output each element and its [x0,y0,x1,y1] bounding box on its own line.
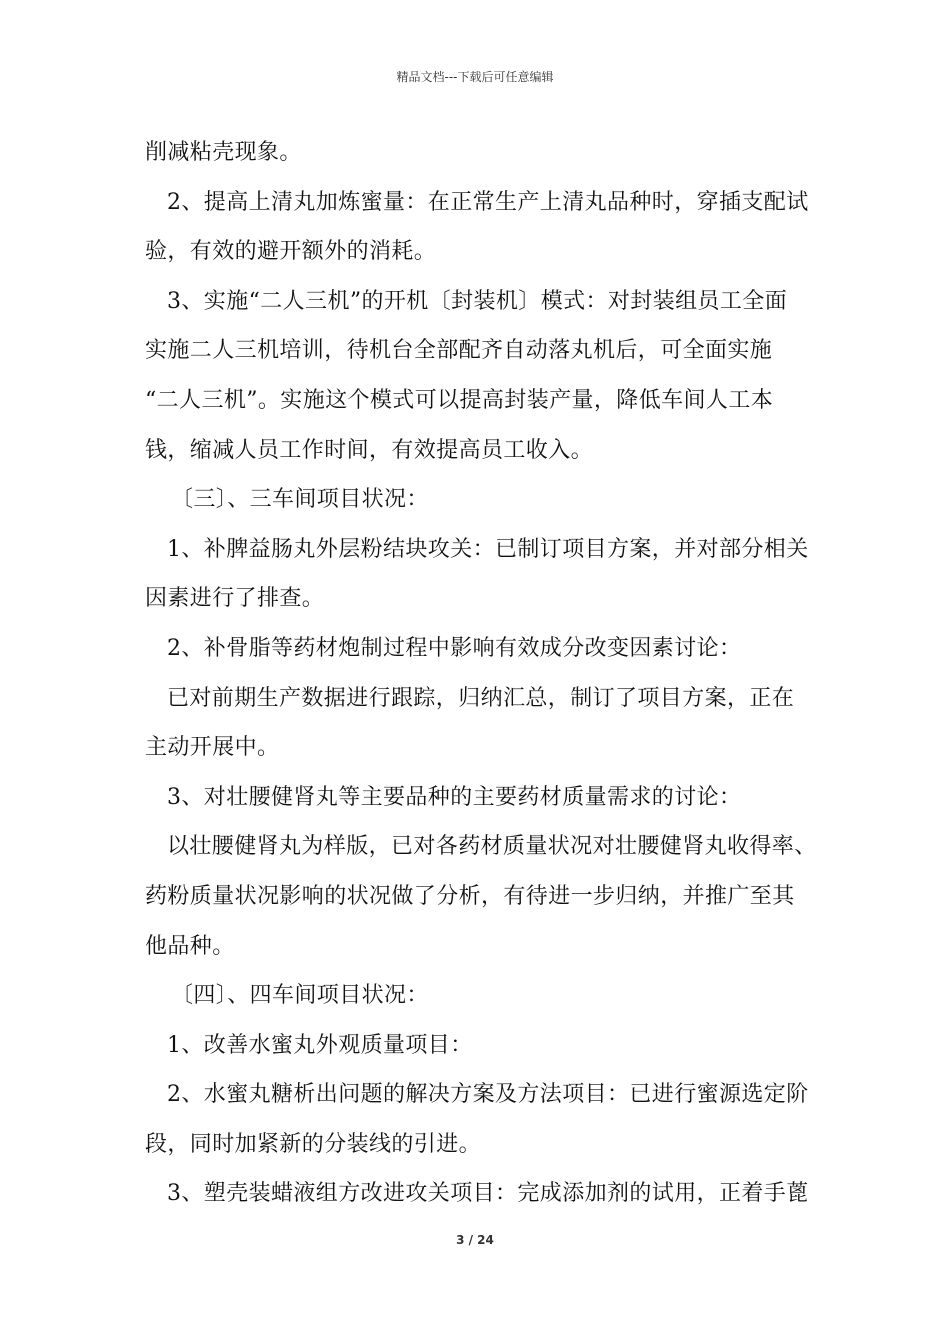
section-heading: 〔三〕、三车间项目状况： [171,487,429,513]
paragraph-line: 3、实施“二人三机”的开机〔封装机〕模式：对封装组员工全面 [167,288,788,314]
paragraph-line: 药粉质量状况影响的状况做了分析，有待进一步归纳，并推广至其 [145,883,795,909]
paragraph-line: 他品种。 [145,933,235,959]
document-body [145,128,817,1219]
page-header: 精品文档---下载后可任意编辑 [396,70,554,84]
paragraph-line: 2、水蜜丸糖析出问题的解决方案及方法项目：已进行蜜源选定阶 [167,1082,809,1108]
section-heading: 〔四〕、四车间项目状况： [171,983,429,1009]
paragraph-line: 以壮腰健肾丸为样版，已对各药材质量状况对壮腰健肾丸收得率、 [167,834,817,860]
paragraph-line: 主动开展中。 [145,735,280,761]
paragraph-line: 已对前期生产数据进行跟踪，归纳汇总，制订了项目方案，正在 [167,685,795,711]
paragraph-line: “二人三机”。实施这个模式可以提高封装产量，降低车间人工本 [145,387,774,413]
paragraph-line: 3、塑壳装蜡液组方改进攻关项目：完成添加剂的试用，正着手蓖 [167,1181,809,1207]
paragraph-line: 实施二人三机培训，待机台全部配齐自动落丸机后，可全面实施 [145,338,773,364]
paragraph-line: 2、补骨脂等药材炮制过程中影响有效成分改变因素讨论： [167,635,742,661]
paragraph-line: 1、改善水蜜丸外观质量项目： [167,1032,473,1058]
page-number: 3 / 24 [456,1233,494,1247]
paragraph-line: 3、对壮腰健肾丸等主要品种的主要药材质量需求的讨论： [167,784,742,810]
paragraph-line: 钱，缩减人员工作时间，有效提高员工收入。 [145,437,594,463]
paragraph-line: 段，同时加紧新的分装线的引进。 [145,1131,482,1157]
paragraph-line: 因素进行了排查。 [145,586,325,612]
paragraph-line: 验，有效的避开额外的消耗。 [145,239,437,265]
paragraph-line: 削减粘壳现象。 [145,140,302,165]
paragraph-line: 2、提高上清丸加炼蜜量：在正常生产上清丸品种时，穿插支配试 [167,189,809,215]
paragraph-line: 1、补脾益肠丸外层粉结块攻关：已制订项目方案，并对部分相关 [167,536,809,562]
